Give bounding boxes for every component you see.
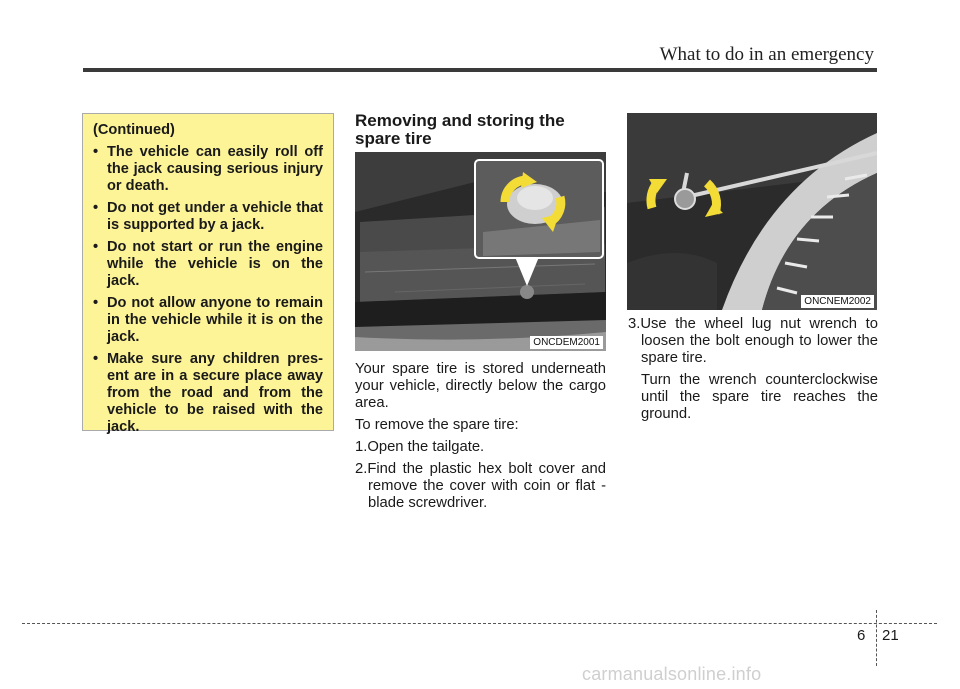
figure-code: ONCDEM2001 [530,336,603,349]
header-rule [83,68,877,72]
warning-heading: (Continued) [93,122,175,138]
page-number: 21 [882,627,899,644]
warning-item: • Do not get under a vehicle that is supported by a jack. [93,200,323,234]
step-3-detail: Turn the wrench counterclockwise until the spare tire reaches the ground. [641,372,878,422]
chapter-number: 6 [857,627,866,644]
paragraph: To remove the spare tire: [355,417,519,433]
wrench-drawing [627,113,877,310]
warning-box [82,113,334,435]
footer-rule [22,623,937,624]
cargo-area-illustration [355,152,606,351]
warning-list [93,144,323,436]
cargo-area-drawing [355,152,606,351]
step-1: 1.Open the tailgate. [355,439,485,455]
watermark: carmanualsonline.info [582,664,762,684]
step-2: 2.Find the plastic hex bolt cover and remove the cover with coin or flat - blade screwdriver. [355,461,606,511]
warning-item: • Make sure any children pres- ent are in a secure place away from the road and from the vehicle to be raised with the jack. [93,351,323,436]
right-body-text [628,316,878,428]
warning-item: • The vehicle can easily roll off the jack causing serious injury or death. [93,144,323,195]
section-header-title: What to do in an emergency [659,44,874,65]
wrench-illustration [627,113,877,310]
footer-divider [876,610,877,666]
figure-code: ONCNEM2002 [801,295,874,308]
warning-item: • Do not allow anyone to remain in the vehicle while it is on the jack. [93,295,323,346]
section-title: Removing and storing the spare tire [355,111,565,148]
paragraph: Your spare tire is stored underneath your vehicle, directly below the cargo area. [355,361,606,411]
warning-item: • Do not start or run the engine while the vehicle is on the jack. [93,239,323,290]
step-3: 3.Use the wheel lug nut wrench to loosen the bolt enough to lower the spare tire. [628,316,878,366]
body-text [355,361,606,517]
